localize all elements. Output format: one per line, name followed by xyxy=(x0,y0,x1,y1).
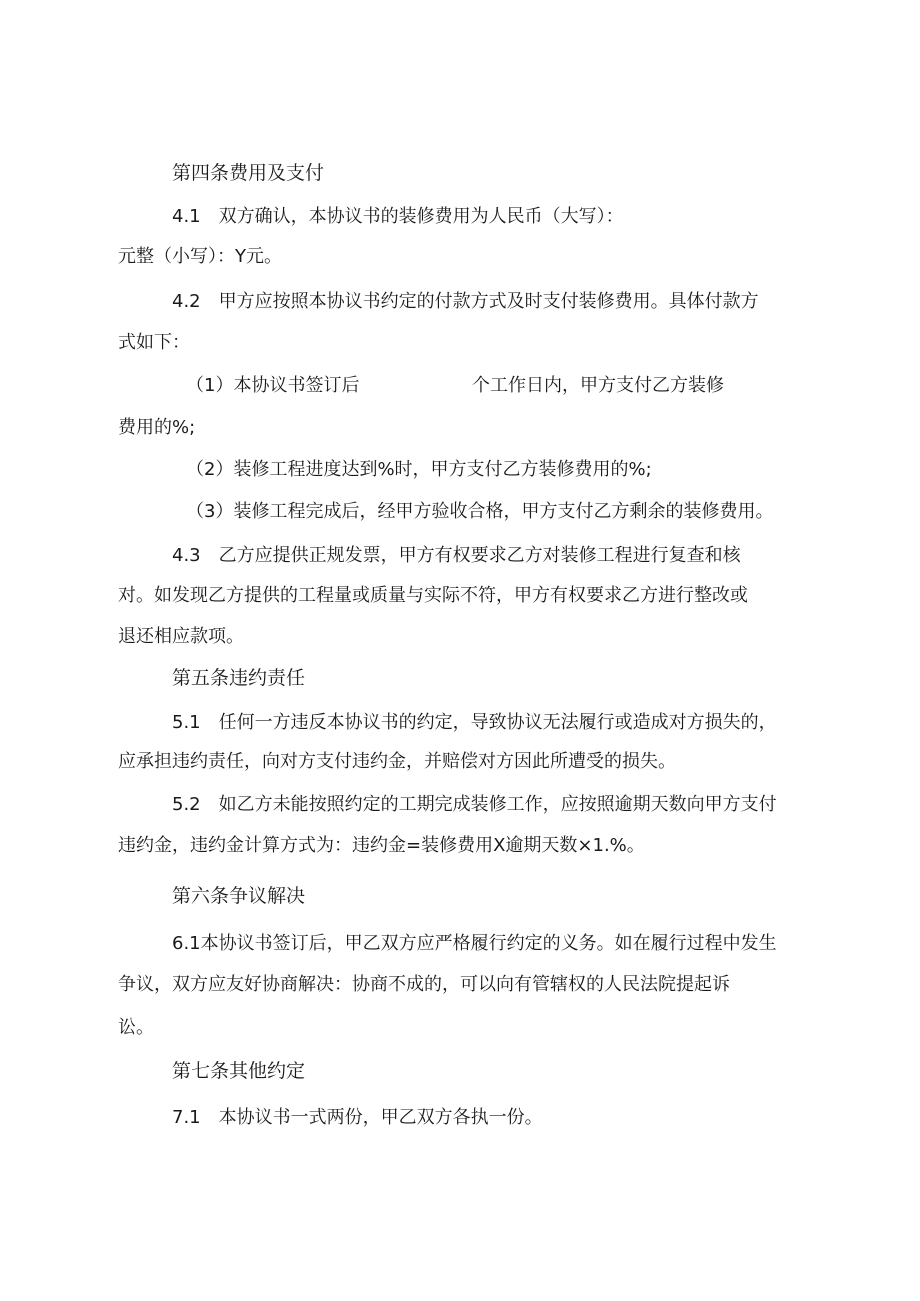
clause-5-1: 5.1 任何一方违反本协议书的约定，导致协议无法履行或造成对方损失的， xyxy=(172,712,777,733)
clause-4-2-cont: 式如下： xyxy=(118,332,190,353)
section-7-heading: 第七条其他约定 xyxy=(172,1060,306,1082)
section-5-heading: 第五条违约责任 xyxy=(172,667,306,689)
clause-7-1: 7.1 本协议书一式两份，甲乙双方各执一份。 xyxy=(172,1107,543,1128)
item-1-part-a: （1）本协议书签订后 xyxy=(186,375,360,396)
clause-6-1-cont-2: 讼。 xyxy=(118,1017,154,1038)
clause-4-3-cont-2: 退还相应款项。 xyxy=(118,626,244,647)
clause-5-2-cont: 违约金，违约金计算方式为：违约金=装修费用X逾期天数×1.%。 xyxy=(118,835,645,856)
clause-4-1: 4.1 双方确认，本协议书的装修费用为人民币（大写）： xyxy=(172,206,624,227)
section-4-heading: 第四条费用及支付 xyxy=(172,162,325,184)
clause-4-2: 4.2 甲方应按照本协议书约定的付款方式及时支付装修费用。具体付款方 xyxy=(172,291,759,312)
clause-6-1: 6.1本协议书签订后，甲乙双方应严格履行约定的义务。如在履行过程中发生 xyxy=(172,933,777,954)
section-6-heading: 第六条争议解决 xyxy=(172,885,306,907)
item-1-part-b: 个工作日内，甲方支付乙方装修 xyxy=(472,375,724,396)
clause-4-1-cont: 元整（小写）：Y元。 xyxy=(118,246,282,267)
item-3: （3）装修工程完成后，经甲方验收合格，甲方支付乙方剩余的装修费用。 xyxy=(186,501,774,522)
clause-6-1-cont-1: 争议，双方应友好协商解决：协商不成的，可以向有管辖权的人民法院提起诉 xyxy=(118,974,730,995)
clause-4-3: 4.3 乙方应提供正规发票，甲方有权要求乙方对装修工程进行复查和核 xyxy=(172,545,741,566)
clause-5-2: 5.2 如乙方未能按照约定的工期完成装修工作，应按照逾期天数向甲方支付 xyxy=(172,794,777,815)
clause-4-3-cont-1: 对。如发现乙方提供的工程量或质量与实际不符，甲方有权要求乙方进行整改或 xyxy=(118,585,748,606)
clause-5-1-cont: 应承担违约责任，向对方支付违约金，并赔偿对方因此所遭受的损失。 xyxy=(118,751,676,772)
item-2: （2）装修工程进度达到%时，甲方支付乙方装修费用的%; xyxy=(186,459,652,480)
item-1-cont: 费用的%; xyxy=(118,417,196,438)
